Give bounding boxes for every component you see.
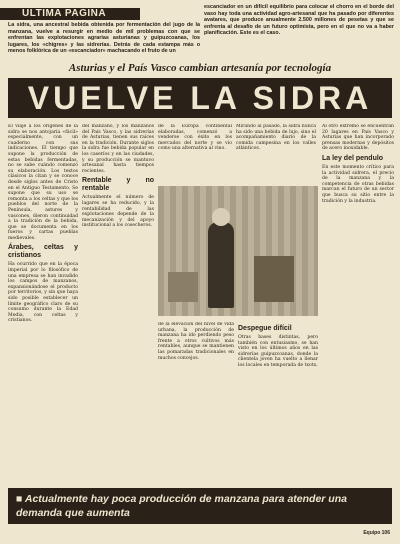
column-2-heading: Rentable y no rentable — [82, 177, 154, 193]
photo-figure-head — [212, 208, 230, 226]
column-6-heading: Despegue difícil — [238, 325, 292, 332]
article-column-5: de la elevación del nivel de vida urbana, la producción de manzana ha ido perdiendo peso frente a otros cultivos más rentables, aunque se mantienen las pomaradas tradicionales en muchos concejos. — [158, 322, 234, 361]
photo-basket — [254, 256, 294, 302]
headline: VUELVE LA SIDRA — [8, 78, 392, 118]
photo-credit: Equipo 106 — [363, 530, 390, 536]
lead-paragraph-right: escanciador en un difícil equilibrio para colocar el chorro en el borde del vaso hay toda una actividad agro-artesanal que ha pasado por diferentes avatares, que produce anualmente 2.500 millones de pesetas y que se enfrenta al desafío de un futuro optimista, pero en el que no va a haber planificación. Este es el caso. — [204, 4, 394, 37]
section-banner: ULTIMA PAGINA — [0, 8, 140, 20]
article-column-6 — [238, 322, 318, 484]
footer-caption — [8, 488, 392, 524]
article-column-2 — [82, 124, 154, 484]
column-2-text: del manzano, y los manzanos del País Vasco, y las sidrerías de Asturias, tienen sus raíces en la tradición. Durante siglos la sidra fue bebida popular en los caseríos y en las ciudades, y su producción se mantuvo artesanal hasta tiempos recientes. — [82, 124, 154, 174]
column-8-text-b: En este momento crítico para la actividad sidrera, el precio de la manzana y la competencia de otras bebidas marcan el futuro de un sector que busca su sitio entre la tradición y la industria. — [322, 164, 394, 204]
footer-bullet-icon: ■ — [16, 493, 25, 505]
subheadline: Asturias y el País Vasco cambian artesanía por tecnología — [68, 62, 332, 74]
article-column-8 — [322, 124, 394, 484]
article-column-4: Mirando al pasado, la sidra nunca ha sido una bebida de lujo, sino el acompañamiento diario de la comida campesina en los valles atlánticos. — [236, 124, 316, 152]
article-column-3: de la Europa continental elaboradas, comenzó a venderse con éxito en los mercados del norte y se vio como una alternativa al vino. — [158, 124, 232, 152]
column-2-text-b: Actualmente el número de lagares se ha reducido, y la rentabilidad de las explotaciones depende de la mecanización y del apoyo institucional a los cosecheros. — [82, 195, 154, 229]
photo-cider-maker — [158, 186, 318, 316]
column-1-text: El viaje a los orígenes de la sidra se nos antojaría «fácil» especialmente, con un cuaderno con sus indicaciones. El tiempo que supone la producción de estas bebidas fermentadas, no se sabe cuándo comenzó su elaboración. Los textos clásicos la citan y se conoce desde siglos antes de Cristo en el Antiguo Testamento. Se supone que su uso se remonta a los celtas y que los pueblos del norte de la Península, astures y vascones, dieron continuidad a la tradición de la bebida, que se documenta en los fueros y cartas pueblas medievales. — [8, 124, 78, 241]
column-8-heading: La ley del pendulo — [322, 154, 384, 162]
column-8-text: Al otro extremo se encuentran 20 lagares en País Vasco y Asturias que han incorporado prensas modernas y depósitos de acero inoxidable. — [322, 124, 394, 152]
column-1-text-b: Ha ocurrido que en la época imperial por lo filosófico de una empresa se han invadido los campos de manzanos, expansionándose el producto por territorios, y sin que haya sido posible establecer un límite geográfico claro de su consumo durante la Edad Media, con celtas y cristianos. — [8, 262, 78, 324]
photo-crate — [168, 272, 198, 302]
lead-paragraph-left: La sidra, una ancestral bebida obtenida por fermentación del jugo de la manzana, vuelve a resurgir en medio de mil problemas con que se enfrentan las explotaciones agrarias asturianas y guipuzcoanas, los lugares, los «chigres» y las sidrerías. Detrás de cada estampa más o menos folklórica de un «escanciador» machacando el fruto de un — [8, 22, 200, 55]
column-1-heading: Árabes, celtas y cristianos — [8, 244, 78, 260]
article-column-1 — [8, 124, 78, 484]
photo-figure — [208, 222, 234, 308]
column-6-text: Otras bases distintas, pero también con entusiasmo, se han visto en los últimos años en las sidrerías guipuzcoanas, donde la clientela joven ha vuelto a llenar los locales en temporada de txotx. — [238, 335, 318, 368]
footer-caption-text: Actualmente hay poca producción de manzana para atender una demanda que aumenta — [16, 493, 347, 519]
